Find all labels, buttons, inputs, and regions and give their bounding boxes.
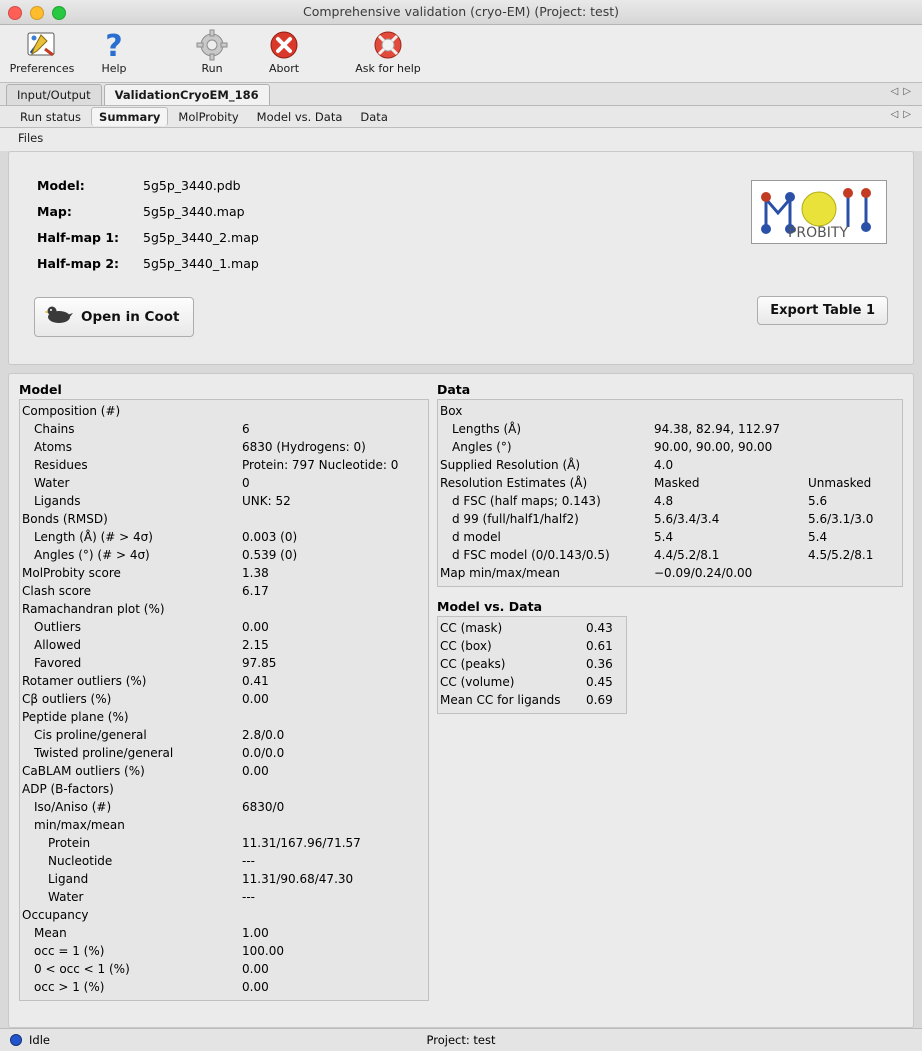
open-in-coot-button[interactable]: [34, 297, 194, 337]
data-row-value-masked: 5.4: [654, 530, 674, 544]
data-row-label: Supplied Resolution (Å): [440, 458, 581, 472]
model-row-value: 6.17: [242, 584, 269, 598]
file-key: Half-map 2:: [37, 256, 120, 271]
data-row-value-masked: Masked: [654, 476, 700, 490]
model-row-value: 0.003 (0): [242, 530, 298, 544]
data-row-label: Angles (°): [452, 440, 512, 454]
data-row: [438, 438, 902, 456]
data-row-value-masked: 4.0: [654, 458, 674, 472]
model-row-value: 0.00: [242, 764, 269, 778]
tab-input-output[interactable]: Input/Output: [6, 84, 102, 105]
model-row-label: Iso/Aniso (#): [34, 800, 112, 814]
model-row-label: Allowed: [34, 638, 82, 652]
file-row: [37, 256, 259, 282]
lifebuoy-icon: [346, 28, 430, 62]
data-row: [438, 402, 902, 420]
tab-summary[interactable]: Summary: [91, 107, 168, 126]
model-row-label: MolProbity score: [22, 566, 121, 580]
model-vs-data-row-label: CC (peaks): [440, 657, 506, 671]
preferences-label: Preferences: [9, 62, 75, 75]
data-row-value-masked: 4.4/5.2/8.1: [654, 548, 720, 562]
model-row: [20, 798, 428, 816]
model-row-value: 1.38: [242, 566, 269, 580]
data-row-value-unmasked: 5.4: [808, 530, 828, 544]
svg-text:?: ?: [105, 29, 123, 61]
data-row: [438, 456, 902, 474]
abort-label: Abort: [268, 62, 300, 75]
model-row-label: Ramachandran plot (%): [22, 602, 165, 616]
model-vs-data-row-value: 0.61: [586, 639, 613, 653]
model-row: [20, 780, 428, 798]
run-button[interactable]: [176, 25, 248, 75]
model-row-value: 0.0/0.0: [242, 746, 285, 760]
model-row-label: 0 < occ < 1 (%): [34, 962, 130, 976]
data-row-value-unmasked: 5.6/3.1/3.0: [808, 512, 874, 526]
model-row: [20, 960, 428, 978]
model-row: [20, 600, 428, 618]
maximize-window-button[interactable]: [52, 6, 66, 20]
sub-tabbar: [0, 106, 922, 128]
model-row: [20, 762, 428, 780]
data-title: Data: [437, 382, 471, 397]
model-vs-data-row-value: 0.69: [586, 693, 613, 707]
model-row-label: Twisted proline/general: [34, 746, 174, 760]
model-row-value: 0.00: [242, 962, 269, 976]
model-row-label: Bonds (RMSD): [22, 512, 108, 526]
file-value: 5g5p_3440_2.map: [143, 230, 259, 245]
model-row-label: Nucleotide: [48, 854, 113, 868]
model-row: [20, 582, 428, 600]
preferences-button[interactable]: [6, 25, 78, 75]
model-row-label: Residues: [34, 458, 88, 472]
model-row: [20, 492, 428, 510]
preferences-icon: [6, 28, 78, 62]
main-tabbar: [0, 83, 922, 106]
model-vs-data-title: Model vs. Data: [437, 599, 542, 614]
model-row-value: 0.00: [242, 980, 269, 994]
tab-data[interactable]: Data: [360, 109, 388, 124]
model-row-label: Chains: [34, 422, 75, 436]
file-row: [37, 230, 259, 256]
model-row-value: 11.31/90.68/47.30: [242, 872, 354, 886]
data-row-value-masked: 90.00, 90.00, 90.00: [654, 440, 773, 454]
window-controls[interactable]: [8, 6, 66, 20]
file-value: 5g5p_3440.map: [143, 204, 245, 219]
model-vs-data-row-label: CC (box): [440, 639, 492, 653]
model-row: [20, 708, 428, 726]
model-row-label: Outliers: [34, 620, 81, 634]
files-section-header: Files: [0, 128, 922, 151]
model-row-value: 11.31/167.96/71.57: [242, 836, 361, 850]
model-row-label: Mean: [34, 926, 67, 940]
model-row-label: Favored: [34, 656, 82, 670]
model-row: [20, 816, 428, 834]
model-row-label: Rotamer outliers (%): [22, 674, 147, 688]
window-title: Comprehensive validation (cryo-EM) (Project: test): [302, 4, 620, 19]
model-vs-data-row-value: 0.45: [586, 675, 613, 689]
model-row: [20, 456, 428, 474]
ask-for-help-label: Ask for help: [355, 62, 421, 75]
model-row-value: Protein: 797 Nucleotide: 0: [242, 458, 399, 472]
model-row-value: ---: [242, 890, 255, 904]
toolbar-spacer-1: [150, 25, 176, 28]
data-row: [438, 528, 902, 546]
model-row-value: 0.00: [242, 620, 269, 634]
minimize-window-button[interactable]: [30, 6, 44, 20]
model-row: [20, 726, 428, 744]
data-row-value-masked: 5.6/3.4/3.4: [654, 512, 720, 526]
file-key: Map:: [37, 204, 72, 219]
model-row-value: 6830/0: [242, 800, 285, 814]
status-state: Idle: [29, 1033, 50, 1047]
model-row-label: occ > 1 (%): [34, 980, 105, 994]
model-row-value: ---: [242, 854, 255, 868]
data-row-label: d 99 (full/half1/half2): [452, 512, 579, 526]
model-row: [20, 888, 428, 906]
model-row: [20, 978, 428, 996]
model-row-label: Peptide plane (%): [22, 710, 129, 724]
run-gear-icon: [176, 28, 248, 62]
model-row-value: 97.85: [242, 656, 277, 670]
export-table-button[interactable]: Export Table 1: [757, 296, 888, 325]
model-section: [19, 382, 429, 1019]
model-title: Model: [19, 382, 62, 397]
model-row-label: Occupancy: [22, 908, 89, 922]
model-row: [20, 654, 428, 672]
model-row: [20, 510, 428, 528]
model-row-value: 6: [242, 422, 250, 436]
help-button[interactable]: [78, 25, 150, 75]
abort-button[interactable]: [248, 25, 320, 75]
model-row: [20, 636, 428, 654]
model-row-label: Clash score: [22, 584, 91, 598]
model-row-label: Angles (°) (# > 4σ): [34, 548, 150, 562]
file-row: [37, 204, 259, 230]
open-in-coot-label: Open in Coot: [81, 309, 180, 325]
toolbar: [0, 25, 922, 83]
data-row: [438, 564, 902, 582]
file-key: Half-map 1:: [37, 230, 120, 245]
model-row: [20, 564, 428, 582]
tab-model-vs-data[interactable]: Model vs. Data: [256, 109, 343, 124]
model-row: [20, 834, 428, 852]
run-label: Run: [201, 62, 223, 75]
model-row-label: Ligands: [34, 494, 81, 508]
model-row: [20, 528, 428, 546]
data-row-label: Map min/max/mean: [440, 566, 561, 580]
model-row: [20, 474, 428, 492]
model-row-value: 6830 (Hydrogens: 0): [242, 440, 366, 454]
file-key: Model:: [37, 178, 85, 193]
data-row-value-masked: 4.8: [654, 494, 674, 508]
close-window-button[interactable]: [8, 6, 22, 20]
model-vs-data-row: [438, 637, 626, 655]
data-row-value-unmasked: Unmasked: [808, 476, 872, 490]
data-row-label: d FSC (half maps; 0.143): [452, 494, 601, 508]
model-row-value: 0.539 (0): [242, 548, 298, 562]
data-row: [438, 546, 902, 564]
toolbar-spacer-2: [320, 25, 346, 28]
model-row-label: Protein: [48, 836, 91, 850]
model-row-label: Composition (#): [22, 404, 121, 418]
model-vs-data-row-label: CC (volume): [440, 675, 515, 689]
data-row: [438, 420, 902, 438]
model-vs-data-row: [438, 619, 626, 637]
model-row: [20, 870, 428, 888]
data-row-label: Resolution Estimates (Å): [440, 476, 588, 490]
model-row-label: ADP (B-factors): [22, 782, 114, 796]
model-row-value: 2.15: [242, 638, 269, 652]
tab-run-status[interactable]: Run status: [20, 109, 82, 124]
model-row-label: Cβ outliers (%): [22, 692, 112, 706]
help-question-icon: [78, 28, 150, 62]
abort-x-icon: [248, 28, 320, 62]
model-row: [20, 438, 428, 456]
model-vs-data-row-label: Mean CC for ligands: [440, 693, 561, 707]
molprobity-logo: [751, 180, 887, 244]
model-row: [20, 402, 428, 420]
status-bar: [0, 1028, 922, 1051]
data-row-label: Box: [440, 404, 463, 418]
data-row-value-masked: −0.09/0.24/0.00: [654, 566, 753, 580]
model-vs-data-row: [438, 673, 626, 691]
subtab-scroll-arrows[interactable]: ◁▷: [890, 109, 916, 120]
model-row-label: Cis proline/general: [34, 728, 147, 742]
model-row: [20, 546, 428, 564]
model-row-label: occ = 1 (%): [34, 944, 105, 958]
help-label: Help: [101, 62, 127, 75]
model-row-label: min/max/mean: [34, 818, 125, 832]
right-column: [429, 382, 903, 1019]
model-row-value: UNK: 52: [242, 494, 291, 508]
model-row: [20, 618, 428, 636]
tab-scroll-arrows[interactable]: ◁▷: [890, 86, 916, 97]
model-row-label: Length (Å) (# > 4σ): [34, 530, 153, 544]
model-row: [20, 924, 428, 942]
file-list: [37, 178, 259, 282]
model-row: [20, 744, 428, 762]
model-row: [20, 420, 428, 438]
files-panel: [8, 151, 914, 365]
model-vs-data-table: [437, 616, 627, 714]
data-row-value-unmasked: 4.5/5.2/8.1: [808, 548, 874, 562]
model-row: [20, 942, 428, 960]
file-row: [37, 178, 259, 204]
model-row-label: Ligand: [48, 872, 89, 886]
model-row-value: 0: [242, 476, 250, 490]
model-table: [19, 399, 429, 1001]
model-row-value: 0.41: [242, 674, 269, 688]
data-row-value-unmasked: 5.6: [808, 494, 828, 508]
summary-panel: [8, 373, 914, 1028]
data-row: [438, 474, 902, 492]
data-row-value-masked: 94.38, 82.94, 112.97: [654, 422, 780, 436]
data-row: [438, 492, 902, 510]
model-row: [20, 690, 428, 708]
coot-bird-icon: [45, 304, 73, 330]
data-row-label: d FSC model (0/0.143/0.5): [452, 548, 610, 562]
model-row: [20, 906, 428, 924]
status-project: Project: test: [426, 1033, 496, 1047]
model-vs-data-row: [438, 691, 626, 709]
model-vs-data-row-value: 0.43: [586, 621, 613, 635]
data-row-label: Lengths (Å): [452, 422, 522, 436]
model-row-value: 100.00: [242, 944, 284, 958]
model-row-value: 0.00: [242, 692, 269, 706]
model-row-value: 2.8/0.0: [242, 728, 285, 742]
model-row-label: Water: [48, 890, 84, 904]
model-vs-data-row-label: CC (mask): [440, 621, 503, 635]
model-vs-data-row: [438, 655, 626, 673]
file-value: 5g5p_3440.pdb: [143, 178, 241, 193]
file-value: 5g5p_3440_1.map: [143, 256, 259, 271]
ask-for-help-button[interactable]: [346, 25, 430, 75]
model-row-label: CaBLAM outliers (%): [22, 764, 145, 778]
model-row-value: 1.00: [242, 926, 269, 940]
model-row-label: Atoms: [34, 440, 72, 454]
model-row: [20, 672, 428, 690]
content-area: [0, 151, 922, 1028]
data-row: [438, 510, 902, 528]
tab-molprobity[interactable]: MolProbity: [178, 109, 239, 124]
data-row-label: d model: [452, 530, 501, 544]
model-vs-data-row-value: 0.36: [586, 657, 613, 671]
data-table: [437, 399, 903, 587]
svg-text:PROBITY: PROBITY: [787, 225, 849, 241]
model-row-label: Water: [34, 476, 70, 490]
tab-validation-cryoem[interactable]: ValidationCryoEM_186: [104, 84, 270, 105]
model-row: [20, 852, 428, 870]
title-bar: [0, 0, 922, 25]
